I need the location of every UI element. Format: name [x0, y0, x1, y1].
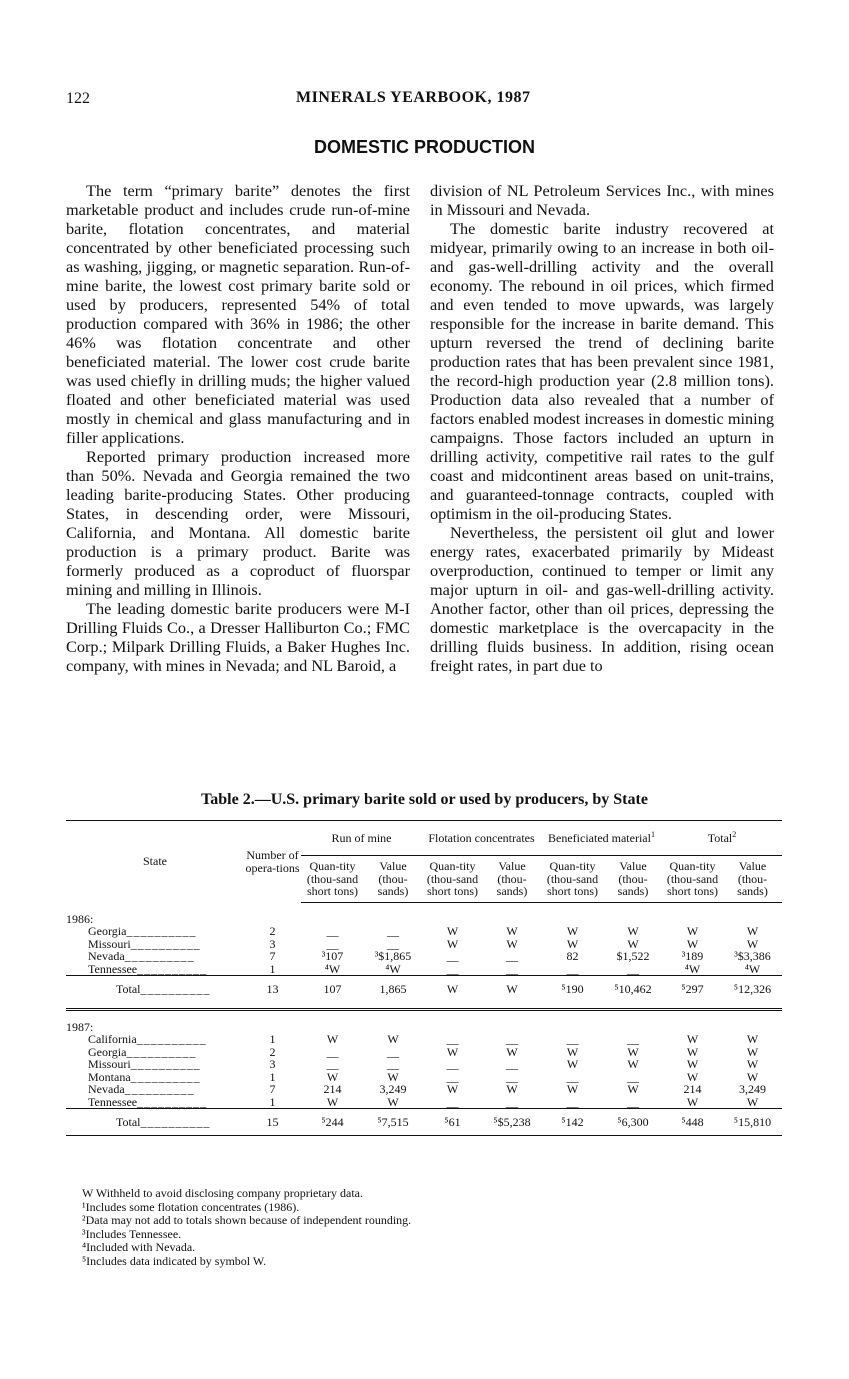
operations-cell: 1 — [269, 1032, 276, 1046]
footnote: ²Data may not add to totals shown because of independent rounding. — [82, 1213, 412, 1228]
data-cell: W — [627, 924, 639, 938]
data-cell: W — [506, 1082, 518, 1096]
data-cell: W — [686, 1057, 699, 1071]
dot-leader: __________ — [130, 936, 201, 951]
data-cell: ⁵7,515 — [364, 1109, 422, 1135]
dot-leader: __________ — [124, 1082, 195, 1096]
data-cell: W — [746, 936, 759, 951]
state-name: California — [88, 1032, 137, 1046]
table-body — [66, 902, 782, 1135]
operations-cell: 2 — [269, 1044, 276, 1059]
data-cell: __ — [506, 949, 518, 963]
dot-leader: __________ — [137, 1094, 208, 1109]
subheader-value: Value (thou-sands) — [364, 856, 422, 903]
data-cell: ⁴W — [684, 961, 701, 976]
data-cell: W — [746, 1069, 759, 1084]
data-cell: W — [686, 1094, 699, 1109]
operations-cell: 1 — [269, 1094, 276, 1109]
dot-leader: __________ — [140, 982, 211, 996]
year-label: 1987: — [66, 1019, 94, 1034]
operations-cell: 15 — [244, 1109, 301, 1135]
data-cell: W — [746, 924, 759, 938]
data-cell: $1,522 — [616, 949, 650, 963]
data-cell: W — [627, 1057, 639, 1071]
footnote-ref: 1 — [650, 829, 655, 839]
data-cell: 214 — [683, 1082, 702, 1096]
data-cell: __ — [326, 1044, 339, 1059]
double-rule — [66, 1002, 782, 1010]
table-row — [66, 1096, 782, 1109]
column-header-state: State — [66, 821, 244, 903]
dot-leader: __________ — [126, 924, 197, 938]
operations-cell: 3 — [269, 936, 276, 951]
state-cell — [66, 963, 244, 976]
data-cell: W — [387, 1094, 399, 1109]
data-cell: __ — [566, 961, 579, 976]
data-cell: W — [422, 976, 483, 1002]
data-cell: ³189 — [681, 949, 704, 963]
subheader-quantity: Quan-tity (thou-sand short tons) — [301, 856, 364, 903]
data-cell: W — [326, 1069, 339, 1084]
group-header-beneficiated — [541, 821, 662, 856]
state-cell — [66, 976, 244, 1002]
data-cell: ³107 — [321, 949, 344, 963]
dot-leader: __________ — [137, 961, 208, 976]
data-cell: __ — [387, 924, 399, 938]
operations-cell: 3 — [269, 1057, 276, 1071]
data-cell: __ — [506, 1057, 518, 1071]
right-text-column — [430, 181, 774, 675]
data-cell: ⁵6,300 — [604, 1109, 662, 1135]
data-cell: __ — [387, 1044, 399, 1059]
data-cell: __ — [326, 924, 339, 938]
data-cell: W — [746, 1094, 759, 1109]
data-cell: ⁵15,810 — [723, 1109, 782, 1135]
state-name: Nevada — [88, 1082, 125, 1096]
data-cell: W — [387, 1069, 399, 1084]
footnotes — [82, 1187, 411, 1269]
data-cell: ⁵190 — [541, 976, 604, 1002]
state-name: Tennessee — [88, 961, 138, 976]
state-name: Nevada — [88, 949, 125, 963]
footnote-ref: 2 — [732, 829, 737, 839]
data-cell: ⁵142 — [541, 1109, 604, 1135]
data-cell: 82 — [566, 949, 579, 963]
year-label: 1986: — [66, 911, 94, 926]
data-cell: ⁵297 — [662, 976, 723, 1002]
rule-cell — [66, 1135, 782, 1136]
data-cell: W — [627, 1044, 639, 1059]
operations-cell: 2 — [269, 924, 276, 938]
paragraph: division of NL Petroleum Services Inc., with mines in Missouri and Nevada. — [430, 181, 774, 219]
group-header-label: Beneficiated material — [548, 830, 651, 845]
paragraph: Nevertheless, the persistent oil glut and lower energy rates, exacerbated primarily by Mideast overproduction, continued to temper or limit any major upturn in oil- and gas-well-drilling activity. Another factor, other than oil prices, depressing the domestic marketplace is the overcapacity in the drilling fluids business. In addition, rising ocean freight rates, in part due to — [430, 523, 774, 675]
data-cell: 214 — [323, 1082, 342, 1096]
paragraph: The domestic barite industry recovered at midyear, primarily owing to an increase in both oil- and gas-well-drilling activity and the overall economy. The rebound in oil prices, which firmed and even tended to move upwards, was largely responsible for the increase in barite demand. This upturn reversed the trend of declining barite production rates that has been prevalent since 1981, the record-high production year (2.8 million tons). Production data also revealed that a number of factors enabled modest increases in domestic mining campaigns. Those factors included an upturn in drilling activity, competitive rail rates to the gulf coast and midcontinent areas based on unit-trains, and guaranteed-tonnage contracts, coupled with optimism in the oil-producing States. — [430, 219, 774, 523]
paragraph: Reported primary production increased more than 50%. Nevada and Georgia remained the two leading barite-producing States. Other producing States, in descending order, were Missouri, California, and Montana. All domestic barite production is a primary product. Barite was formerly produced as a coproduct of fluorspar mining and milling in Illinois. — [66, 447, 410, 599]
group-header-total — [662, 821, 782, 856]
rule-cell — [66, 1002, 782, 1010]
state-name: Tennessee — [88, 1094, 138, 1109]
data-cell: ⁵61 — [422, 1109, 483, 1135]
data-cell: __ — [627, 1094, 639, 1109]
state-name: Missouri — [88, 1057, 131, 1071]
data-cell: __ — [326, 1057, 339, 1071]
group-header-flotation: Flotation concentrates — [422, 821, 541, 856]
table-caption: Table 2.—U.S. primary barite sold or used by producers, by State — [201, 791, 648, 808]
table-total-row — [66, 1109, 782, 1135]
state-cell — [66, 1109, 244, 1135]
data-cell: 107 — [301, 976, 364, 1002]
paragraph: The term “primary barite” denotes the first marketable product and includes crude run-of-mine barite, flotation concentrates, and material concentrated by other beneficiated processing such as washing, jigging, or magnetic separation. Run-of-mine barite, the lowest cost primary barite sold or used by producers, represented 54% of total production compared with 36% in 1986; the other 46% was flotation concentrate and other beneficiated material. The lower cost crude barite was used chiefly in drilling muds; the higher valued floated and other beneficiated material was used mostly in chemical and glass manufacturing and in filler applications. — [66, 181, 410, 447]
data-cell: W — [566, 924, 579, 938]
page-number: 122 — [66, 90, 90, 107]
data-cell: W — [506, 936, 518, 951]
state-name: Georgia — [88, 1044, 127, 1059]
data-cell: W — [326, 1032, 339, 1046]
left-text-column — [66, 181, 410, 675]
data-cell: W — [746, 1044, 759, 1059]
data-cell: __ — [627, 961, 639, 976]
state-name: Missouri — [88, 936, 131, 951]
data-cell: __ — [566, 1032, 579, 1046]
subheader-quantity: Quan-tity (thou-sand short tons) — [422, 856, 483, 903]
state-name: Georgia — [88, 924, 127, 938]
data-cell: __ — [506, 961, 518, 976]
data-cell: W — [746, 1032, 759, 1046]
group-header-label: Total — [707, 830, 733, 845]
data-cell: __ — [627, 1032, 639, 1046]
group-header-run-of-mine: Run of mine — [301, 821, 422, 856]
data-cell: W — [566, 1082, 579, 1096]
subheader-quantity: Quan-tity (thou-sand short tons) — [541, 856, 604, 903]
data-cell: W — [686, 924, 699, 938]
bottom-rule — [66, 1135, 782, 1136]
dot-leader: __________ — [136, 1032, 207, 1046]
data-cell: W — [566, 936, 579, 951]
data-cell: W — [387, 1032, 399, 1046]
data-cell: W — [446, 1082, 459, 1096]
operations-cell: 7 — [269, 1082, 276, 1096]
operations-cell: 1 — [269, 961, 276, 976]
subheader-value: Value (thou-sands) — [483, 856, 541, 903]
data-cell: W — [506, 924, 518, 938]
state-name: Montana — [88, 1069, 131, 1084]
data-cell: ³$1,865 — [374, 949, 412, 963]
data-cell: ⁵10,462 — [604, 976, 662, 1002]
dot-leader: __________ — [130, 1069, 201, 1084]
state-name: Total — [116, 982, 141, 996]
data-cell: W — [746, 1057, 759, 1071]
table-row — [66, 963, 782, 976]
data-cell: __ — [566, 1069, 579, 1084]
data-cell: W — [686, 1044, 699, 1059]
barite-table — [66, 820, 782, 1136]
data-cell: __ — [566, 1094, 579, 1109]
footnote: ⁴Included with Nevada. — [82, 1240, 196, 1255]
data-cell: ⁵244 — [301, 1109, 364, 1135]
column-header-operations: Number of opera-tions — [244, 821, 301, 903]
data-cell: W — [686, 936, 699, 951]
dot-leader: __________ — [130, 1057, 201, 1071]
data-cell: ⁵448 — [662, 1109, 723, 1135]
data-cell: 1,865 — [364, 976, 422, 1002]
data-cell: W — [627, 936, 639, 951]
data-cell: 3,249 — [379, 1082, 407, 1096]
data-cell: ⁴W — [385, 961, 401, 976]
subheader-value: Value (thou-sands) — [604, 856, 662, 903]
running-title: MINERALS YEARBOOK, 1987 — [296, 89, 531, 106]
data-cell: ³$3,386 — [734, 949, 771, 963]
state-cell — [66, 1096, 244, 1109]
data-cell: __ — [446, 949, 459, 963]
subheader-quantity: Quan-tity (thou-sand short tons) — [662, 856, 723, 903]
data-cell: __ — [446, 1032, 459, 1046]
section-title: DOMESTIC PRODUCTION — [313, 137, 535, 157]
subheader-value: Value (thou-sands) — [723, 856, 782, 903]
operations-cell: 7 — [269, 949, 276, 963]
data-cell: W — [483, 976, 541, 1002]
data-cell: W — [506, 1044, 518, 1059]
table-total-row — [66, 976, 782, 1002]
data-cell: __ — [387, 936, 399, 951]
data-cell: W — [566, 1057, 579, 1071]
data-cell: W — [446, 1044, 459, 1059]
data-cell: W — [446, 936, 459, 951]
data-cell: __ — [446, 1094, 459, 1109]
data-cell: __ — [446, 961, 459, 976]
data-cell: __ — [446, 1057, 459, 1071]
data-cell: 3,249 — [739, 1082, 766, 1096]
data-cell: __ — [506, 1032, 518, 1046]
data-cell: ⁵$5,238 — [483, 1109, 541, 1135]
data-cell: __ — [326, 936, 339, 951]
data-cell: ⁴W — [744, 961, 761, 976]
data-cell: W — [686, 1032, 699, 1046]
data-cell: __ — [446, 1069, 459, 1084]
data-cell: W — [446, 924, 459, 938]
data-cell: ⁴W — [324, 961, 341, 976]
data-cell: W — [566, 1044, 579, 1059]
data-cell: W — [686, 1069, 699, 1084]
data-cell: __ — [387, 1057, 399, 1071]
footnote: W Withheld to avoid disclosing company proprietary data. — [82, 1186, 364, 1200]
data-cell: W — [326, 1094, 339, 1109]
data-cell: ⁵12,326 — [723, 976, 782, 1002]
data-cell: W — [627, 1082, 639, 1096]
footnote: ¹Includes some flotation concentrates (1986). — [82, 1199, 300, 1214]
data-cell: __ — [506, 1094, 518, 1109]
data-cell: __ — [506, 1069, 518, 1084]
state-name: Total — [116, 1115, 141, 1129]
data-cell: __ — [627, 1069, 639, 1084]
paragraph: The leading domestic barite producers were M-I Drilling Fluids Co., a Dresser Halliburton Co.; FMC Corp.; Milpark Drilling Fluids, a Baker Hughes Inc. company, with mines in Nevada; and NL Baroid, a — [66, 599, 410, 675]
footnote: ⁵Includes data indicated by symbol W. — [82, 1253, 267, 1268]
dot-leader: __________ — [124, 949, 195, 963]
operations-cell: 1 — [269, 1069, 276, 1084]
dot-leader: __________ — [126, 1044, 197, 1059]
operations-cell: 13 — [244, 976, 301, 1002]
dot-leader: __________ — [140, 1115, 211, 1129]
footnote: ³Includes Tennessee. — [82, 1226, 182, 1241]
